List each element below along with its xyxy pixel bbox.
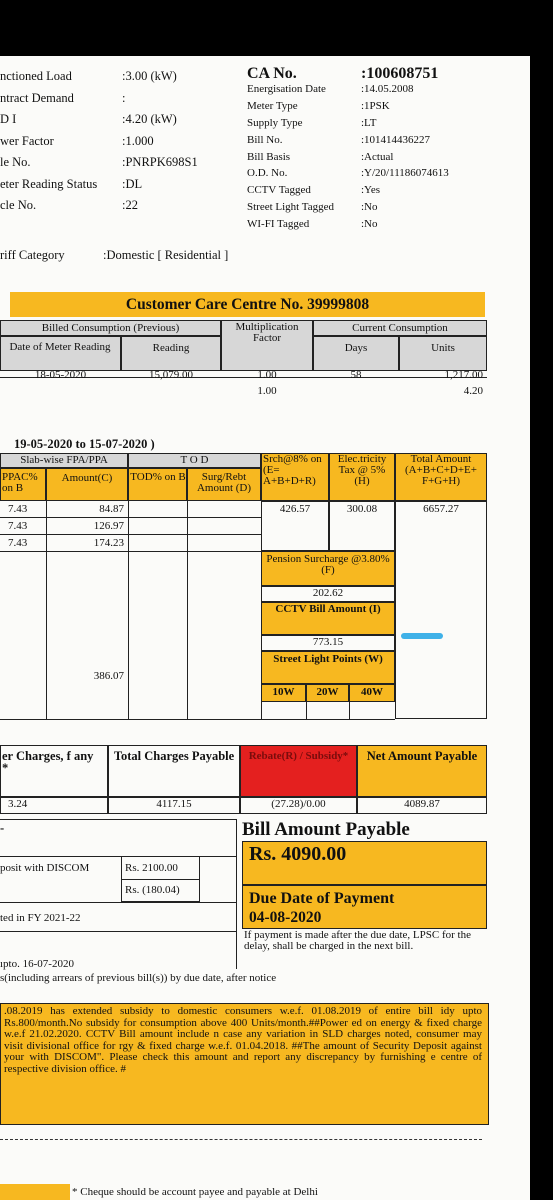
bill-no-label: Bill No. <box>247 134 283 146</box>
bill-basis-value: :Actual <box>361 151 394 163</box>
elec-tax-value: 300.08 <box>346 503 378 515</box>
deposit-upto: ıpto. 16-07-2020 <box>0 958 74 970</box>
reading-value: 15,079.00 <box>149 369 193 381</box>
deposit-label: posit with DISCOM <box>0 862 90 874</box>
mf-value-1: 1.00 <box>257 369 277 381</box>
cctv-tagged-label: CCTV Tagged <box>247 184 311 196</box>
supply-type-value: :LT <box>361 117 377 129</box>
energisation-label: Energisation Date <box>247 83 326 95</box>
cut-line <box>0 1139 482 1140</box>
cheque-note: * Cheque should be account payee and payable at Delhi <box>72 1186 318 1198</box>
contract-demand-label: ntract Demand <box>0 91 74 105</box>
sanctioned-load-value: :3.00 (kW) <box>122 69 177 83</box>
meter-status-value: :DL <box>122 177 143 191</box>
customer-care-bar: Customer Care Centre No. 39999808 <box>10 292 485 317</box>
due-date-label: Due Date of Payment <box>249 890 395 907</box>
wifi-tagged-value: :No <box>361 218 378 230</box>
total-charges-value: 4117.15 <box>156 798 192 810</box>
deposit-fy: ted in FY 2021-22 <box>0 912 81 924</box>
mdi-value: :4.20 (kW) <box>122 112 177 126</box>
ppac-value-3: 7.43 <box>8 537 28 549</box>
cycle-no-value: :22 <box>122 198 138 212</box>
deposit-rs1: Rs. 2100.00 <box>125 862 178 874</box>
amount-value-3: 174.23 <box>93 537 124 549</box>
streetlight-40w: 40W <box>361 686 383 698</box>
meter-no-label: le No. <box>0 155 31 169</box>
amount-total: 386.07 <box>93 670 124 682</box>
srch-header: Srch@8% on (E= A+B+D+R) <box>263 453 322 487</box>
total-charges-label: Total Charges Payable <box>113 749 235 763</box>
reading-header: Reading <box>152 342 190 354</box>
streetlight-10w: 10W <box>272 686 295 698</box>
bill-no-value: :101414436227 <box>361 134 431 146</box>
cctv-label: CCTV Bill Amount (I) <box>275 603 381 615</box>
meter-type-value: :1PSK <box>361 100 390 112</box>
other-charges-label: er Charges, f any * <box>2 749 94 775</box>
cctv-value: 773.15 <box>312 636 344 648</box>
slab-header: Slab-wise FPA/PPA <box>20 454 108 466</box>
mdi-label: D I <box>0 112 17 126</box>
deposit-rs2: Rs. (180.04) <box>125 884 180 896</box>
late-payment-note: If payment is made after the due date, LPSC for the delay, shall be charged in the next bill. <box>244 929 471 952</box>
bill-amount-value: Rs. 4090.00 <box>249 843 347 865</box>
energisation-value: :14.05.2008 <box>361 83 414 95</box>
tariff-value: :Domestic [ Residential ] <box>103 248 229 262</box>
net-amount-label: Net Amount Payable <box>366 749 478 763</box>
days-value: 58 <box>350 369 362 381</box>
amount-value-2: 126.97 <box>93 520 124 532</box>
billed-prev-header: Billed Consumption (Previous) <box>41 322 180 334</box>
power-factor-label: wer Factor <box>0 134 54 148</box>
billing-period: 19-05-2020 to 15-07-2020 ) <box>14 437 155 451</box>
pension-value: 202.62 <box>312 587 344 599</box>
amount-header: Amount(C) <box>61 472 113 484</box>
contract-demand-value: : <box>122 91 126 105</box>
meter-date-value: 18-05-2020 <box>34 369 87 381</box>
cheque-orange-block <box>0 1184 70 1200</box>
od-no-value: :Y/20/11186074613 <box>361 167 449 179</box>
cycle-no-label: cle No. <box>0 198 37 212</box>
current-consumption-header: Current Consumption <box>352 322 448 334</box>
meter-no-value: :PNRPK698S1 <box>122 155 198 169</box>
bill-document: nctioned Load ntract Demand D I wer Factor le No. eter Reading Status cle No. :3.00 (kW) : :4.20 (kW) :1.000 :PNRPK698S1 :DL :22 CA No. :100608751 Energisation Date Meter Type Supply Type Bill No. Bill Basis O.D. No. CCTV Tagged Street Light Tagged WI-FI Tagged :14.05.2008 :1PSK :LT :101414436227 :Actual :Y/20/11186074613 :Yes :No :No riff Category :Domestic [ Residential ] Customer Care Centre No. 39999808 Billed Consumption (Previous) Multiplication Factor Current Consumption Date of Meter Reading Reading Days Units 18-05-2020 15,079.00 1.00 58 1,217.00 1.00 4.20 19-05-2020 to 15-07-2020 ) Slab-wise FPA/PPA T O D PPAC% on B Amount(C) TOD% on B Surg/Rebt Amount (D) Srch@8% on (E= A+B+D+R) Elec.tricity Tax @ 5% (H) Total Amount (A+B+C+D+E+ F+G+H) 7.43 7.43 7.43 84.87 126.97 174.23 386.07 426.57 300.08 6657.27 Pension Surcharge @3.80% (F) 202.62 CCTV Bill Amount (I) 773.15 Street Light Points (W) 10W 20W 40W er Charges, f any * Total Charges Payable Rebate(R) / Subsidy* Net Amount Payable 3.24 4117.15 (27.28)/0.00 4089.87 - posit with DISCOM Rs. 2100.00 Rs. (180.04) ted in FY 2021-22 ıpto. 16-07-2020 s(including arrears of previous bill(s)) by due date, after notice Bill Amount Payable Rs. 4090.00 Due Date of Payment 04-08-2020 If payment is made after the due date, LPSC for the delay, shall be charged in the next bill. .08.2019 has extended subsidy to domestic consumers w.e.f. 01.08.2019 of entire bill idy upto Rs.800/month.No subsidy for consumption above 400 Units/month.##Power ed on energy & fixed charge w.e.f 21.02.2020. CCTV Bill amount include n case any variation in SLD charges noted, consumer may visit divisional office for rgy & fixed charge w.e.f. 01.04.2018. ##The amount of Security Deposit against your with DISCOM". Please check this amount and report any discrepancy by furnishing e centre of respective division office. # * Cheque should be account payee and payable at Delhi <box>0 56 530 1200</box>
meter-type-label: Meter Type <box>247 100 298 112</box>
pension-label: Pension Surcharge @3.80% (F) <box>266 553 390 576</box>
tariff-label: riff Category <box>0 248 65 262</box>
rebate-label: Rebate(R) / Subsidy* <box>248 750 349 762</box>
bill-amount-title: Bill Amount Payable <box>242 819 410 840</box>
elec-tax-header: Elec.tricity Tax @ 5% (H) <box>337 453 387 487</box>
streetlight-20w: 20W <box>316 686 339 698</box>
meter-status-label: eter Reading Status <box>0 177 98 191</box>
highlight-mark <box>401 633 443 639</box>
wifi-tagged-label: WI-FI Tagged <box>247 218 310 230</box>
ppac-value-2: 7.43 <box>8 520 28 532</box>
od-no-label: O.D. No. <box>247 167 288 179</box>
mf-value-2: 1.00 <box>257 385 277 397</box>
amount-value-1: 84.87 <box>99 503 124 515</box>
mult-factor-header: Multiplication Factor <box>235 321 299 344</box>
units-header: Units <box>431 342 455 354</box>
cctv-tagged-value: :Yes <box>361 184 381 196</box>
surg-header: Surg/Rebt Amount (D) <box>196 471 252 494</box>
arrears-note: s(including arrears of previous bill(s)) by due date, after notice <box>0 972 277 984</box>
notice-text: .08.2019 has extended subsidy to domestic consumers w.e.f. 01.08.2019 of entire bill idy upto Rs.800/month.No subsidy for consumption above 400 Units/month.##Power ed on energy & fixed charge w.e.f 21.02.2020. CCTV Bill amount include n case any variation in SLD charges noted, consumer may visit divisional office for rgy & fixed charge w.e.f. 01.04.2018. ##The amount of Security Deposit against your with DISCOM". Please check this amount and report any discrepancy by furnishing e centre of respective division office. # <box>4 1005 482 1075</box>
srch-value: 426.57 <box>279 503 311 515</box>
ppac-value-1: 7.43 <box>8 503 28 515</box>
net-amount-value: 4089.87 <box>404 798 440 810</box>
days-header: Days <box>344 342 368 354</box>
ca-label: CA No. <box>247 65 297 82</box>
units-value-1: 1,217.00 <box>444 369 483 381</box>
due-date-value: 04-08-2020 <box>249 909 322 926</box>
ppac-header: PPAC% on B <box>2 471 38 494</box>
power-factor-value: :1.000 <box>122 134 154 148</box>
ca-value: :100608751 <box>361 65 439 82</box>
date-of-meter-header: Date of Meter Reading <box>9 341 111 353</box>
supply-type-label: Supply Type <box>247 117 303 129</box>
total-amount-header: Total Amount (A+B+C+D+E+ F+G+H) <box>405 453 477 487</box>
total-amount-value: 6657.27 <box>423 503 459 515</box>
street-light-tagged-label: Street Light Tagged <box>247 201 335 213</box>
tod-header: T O D <box>180 454 209 466</box>
street-light-tagged-value: :No <box>361 201 378 213</box>
streetlight-label: Street Light Points (W) <box>273 653 383 665</box>
rebate-value: (27.28)/0.00 <box>271 798 326 810</box>
units-value-2: 4.20 <box>463 385 483 397</box>
other-charges-value: 3.24 <box>8 798 28 810</box>
sanctioned-load-label: nctioned Load <box>0 69 72 83</box>
tod-pct-header: TOD% on B <box>130 471 186 483</box>
bill-basis-label: Bill Basis <box>247 151 291 163</box>
